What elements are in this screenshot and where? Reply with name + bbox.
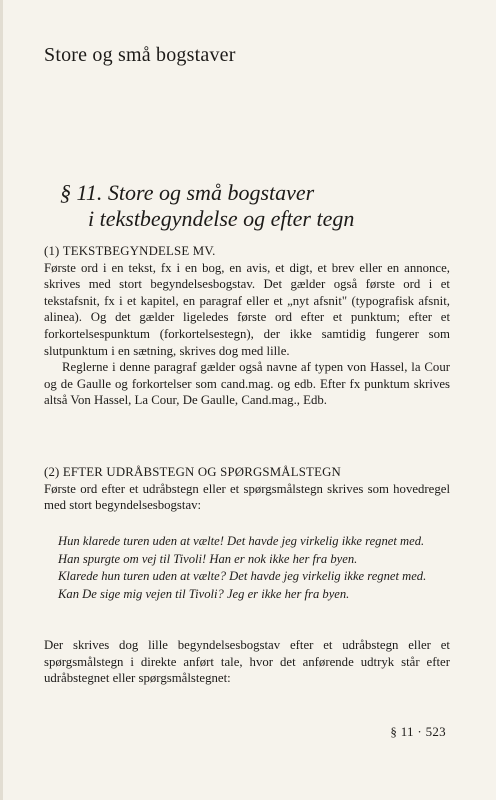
example-sentence-3: Klarede hun turen uden at vælte? Det havde jeg virkelig ikke regnet med. [58, 569, 427, 584]
part2-paragraph-1: Første ord efter et udråbstegn eller et spørgsmålstegn skrives som hovedregel med stort begyndelsesbogstav: [44, 481, 450, 513]
part1-paragraph-2: Reglerne i denne paragraf gælder også navne af typen von Hassel, la Cour og de Gaulle og forkortelser som cand.mag. og edb. Efter fx punktum skrives altså Von Hassel, La Cour, De Gaulle, Cand.mag., Edb. [44, 360, 450, 408]
section-heading-line2: i tekstbegyndelse og efter tegn [88, 206, 355, 231]
part1-subheading: (1) TEKSTBEGYNDELSE MV. [44, 244, 216, 258]
part2-paragraph-2: Der skrives dog lille begyndelsesbogstav efter et udråbstegn eller et spørgsmålstegn i direkte anført tale, hvor det anførende udtryk står efter udråbstegnet eller spørgsmålstegnet: [44, 638, 450, 686]
part1-block [44, 243, 450, 409]
part2-subheading: (2) EFTER UDRÅBSTEGN OG SPØRGSMÅLSTEGN [44, 465, 341, 479]
page-edge [0, 0, 3, 800]
example-list [58, 533, 450, 603]
part2-closing-block [44, 637, 450, 687]
example-sentence-1: Hun klarede turen uden at vælte! Det havde jeg virkelig ikke regnet med. [58, 534, 425, 548]
example-sentence-4: Kan De sige mig vejen til Tivoli? Jeg er ikke her fra byen. [58, 586, 350, 601]
section-heading [60, 180, 460, 232]
page-footer: § 11 · 523 [390, 724, 446, 739]
example-sentence-2: Han spurgte om vej til Tivoli! Han er nok ikke her fra byen. [58, 551, 358, 566]
part1-paragraph-1: Første ord i en tekst, fx i en bog, en avis, et digt, et brev eller en annonce, skrives med stort begyndelsesbogstav. Det gælder også første ord i et tekstafsnit, fx i et kapitel, en paragraf eller et „nyt afsnit" (typografisk afsnit, alinea). Og det gælder ligeledes første ord efter et punktum; efter et forkortelsespunktum (forkortelsestegn), der ikke samtidig fungerer som slutpunktum i en sætning, skrives dog med lille. [44, 260, 450, 358]
running-head: Store og små bogstaver [44, 44, 236, 66]
part2-block [44, 464, 450, 514]
section-heading-line1: § 11. Store og små bogstaver [60, 180, 315, 205]
